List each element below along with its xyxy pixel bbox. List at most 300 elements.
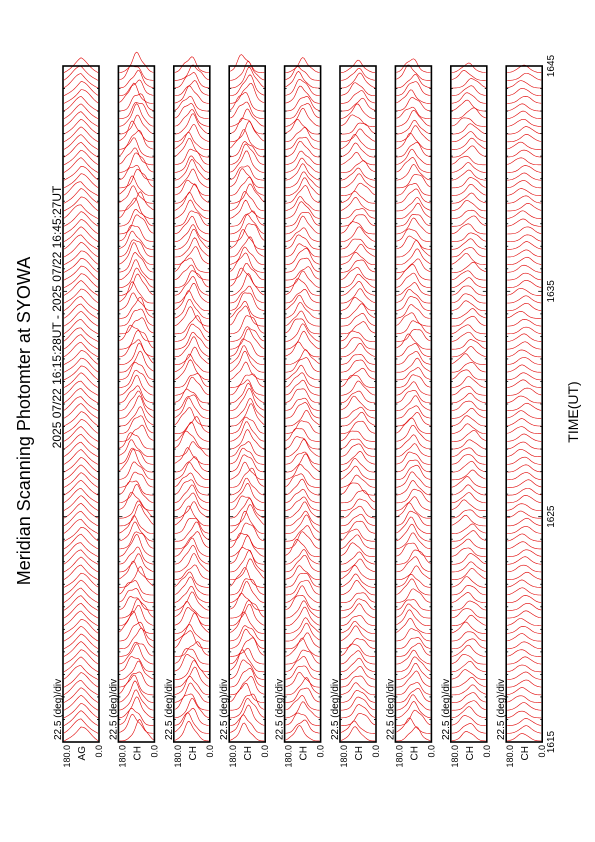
sweep-trace	[119, 407, 153, 426]
sweep-trace	[175, 398, 209, 419]
sweep-trace	[396, 452, 430, 464]
sweep-trace	[230, 129, 264, 149]
sweep-trace	[286, 702, 320, 718]
sweep-trace	[507, 611, 541, 618]
sweep-trace	[230, 75, 264, 96]
sweep-trace	[507, 280, 541, 287]
sweep-trace	[452, 233, 486, 242]
sweep-trace	[286, 295, 320, 311]
sweep-trace	[175, 708, 209, 725]
sweep-trace	[341, 658, 375, 672]
sweep-trace	[507, 111, 541, 119]
sweep-trace	[119, 425, 153, 441]
sweep-trace	[507, 511, 541, 518]
sweep-trace	[286, 67, 320, 81]
sweep-trace	[175, 554, 209, 572]
scale-label: 22.5 (deg)/div	[163, 678, 175, 740]
sweep-trace	[396, 574, 430, 587]
sweep-trace	[119, 611, 153, 633]
sweep-trace	[64, 711, 98, 726]
sweep-trace	[119, 547, 153, 564]
y-tick-min-label: 0.0	[94, 745, 104, 758]
sweep-trace	[341, 98, 375, 111]
sweep-trace	[452, 118, 486, 127]
sweep-trace	[452, 401, 486, 410]
sweep-trace	[119, 622, 153, 641]
sweep-trace	[452, 553, 486, 564]
sweep-trace	[119, 148, 153, 165]
sweep-trace	[507, 565, 541, 572]
sweep-trace	[64, 158, 98, 173]
sweep-trace	[175, 522, 209, 541]
sweep-trace	[341, 483, 375, 495]
sweep-trace	[507, 642, 541, 649]
sweep-trace	[119, 481, 153, 495]
sweep-trace	[341, 466, 375, 480]
sweep-trace	[507, 189, 541, 196]
sweep-trace	[119, 176, 153, 196]
y-tick-max-label: 180.0	[449, 745, 460, 768]
sweep-trace	[396, 406, 430, 419]
sweep-trace	[64, 580, 98, 595]
sweep-trace	[341, 644, 375, 657]
sweep-trace	[119, 588, 153, 602]
sweep-trace	[452, 654, 486, 664]
sweep-trace	[341, 727, 375, 741]
sweep-trace	[286, 342, 320, 357]
sweep-trace	[119, 240, 153, 257]
sweep-trace	[119, 672, 153, 687]
sweep-trace	[119, 642, 153, 656]
sweep-trace	[230, 547, 264, 564]
sweep-trace	[286, 96, 320, 111]
sweep-trace	[396, 600, 430, 611]
sweep-trace	[452, 200, 486, 210]
sweep-trace	[286, 720, 320, 733]
sweep-trace	[507, 211, 541, 219]
sweep-trace	[452, 286, 486, 295]
sweep-trace	[230, 329, 264, 349]
sweep-trace	[452, 210, 486, 218]
sweep-trace	[452, 224, 486, 234]
sweep-trace	[452, 184, 486, 195]
sweep-trace	[286, 511, 320, 526]
sweep-trace	[175, 73, 209, 88]
sweep-trace	[341, 639, 375, 649]
sweep-trace	[507, 550, 541, 557]
sweep-traces	[396, 59, 430, 741]
sweep-trace	[119, 70, 153, 87]
sweep-trace	[396, 618, 430, 633]
sweep-trace	[396, 334, 430, 349]
sweep-trace	[286, 595, 320, 610]
sweep-trace	[230, 169, 264, 188]
sweep-trace	[507, 181, 541, 188]
sweep-trace	[396, 313, 430, 327]
sweep-trace	[230, 268, 264, 288]
sweep-trace	[230, 380, 264, 395]
sweep-trace	[119, 681, 153, 703]
sweep-trace	[230, 626, 264, 641]
photometer-panel	[219, 55, 270, 768]
sweep-trace	[119, 596, 153, 610]
sweep-trace	[341, 407, 375, 418]
sweep-trace	[286, 141, 320, 157]
sweep-trace	[507, 96, 541, 103]
sweep-trace	[286, 108, 320, 126]
panel-frame	[118, 66, 154, 742]
sweep-trace	[452, 661, 486, 672]
sweep-trace	[507, 227, 541, 234]
sweep-trace	[119, 416, 153, 434]
sweep-trace	[507, 311, 541, 318]
sweep-trace	[175, 265, 209, 280]
sweep-trace	[341, 134, 375, 149]
sweep-trace	[507, 680, 541, 687]
sweep-trace	[286, 185, 320, 203]
sweep-trace	[507, 495, 541, 503]
sweep-trace	[396, 158, 430, 173]
channel-label: CH	[243, 746, 255, 761]
sweep-trace	[396, 259, 430, 273]
sweep-trace	[286, 439, 320, 456]
sweep-trace	[286, 389, 320, 403]
sweep-trace	[507, 434, 541, 441]
sweep-trace	[286, 151, 320, 165]
sweep-trace	[175, 104, 209, 119]
sweep-trace	[64, 557, 98, 572]
sweep-trace	[452, 707, 486, 718]
sweep-trace	[507, 557, 541, 565]
sweep-trace	[507, 619, 541, 626]
sweep-trace	[341, 197, 375, 211]
sweep-trace	[396, 695, 430, 710]
sweep-trace	[341, 521, 375, 533]
time-range: 2025 07/22 16:15:28UT - 2025 07/22 16:45:27UT	[50, 185, 64, 449]
sweep-trace	[341, 683, 375, 695]
sweep-trace	[175, 316, 209, 334]
sweep-trace	[230, 362, 264, 380]
sweep-trace	[507, 595, 541, 602]
sweep-trace	[396, 702, 430, 718]
sweep-trace	[341, 543, 375, 557]
sweep-trace	[507, 196, 541, 203]
sweep-trace	[64, 258, 98, 272]
sweep-trace	[507, 373, 541, 380]
scale-label: 22.5 (deg)/div	[219, 678, 231, 740]
sweep-trace	[175, 247, 209, 265]
sweep-trace	[341, 91, 375, 104]
sweep-trace	[452, 448, 486, 457]
channel-label: CH	[354, 746, 365, 761]
x-axis-label: TIME(UT)	[565, 381, 581, 443]
sweep-trace	[230, 511, 264, 533]
sweep-trace	[396, 637, 430, 648]
sweep-trace	[507, 672, 541, 680]
x-tick-label: 1635	[546, 280, 558, 303]
sweep-trace	[175, 518, 209, 533]
sweep-trace	[507, 403, 541, 410]
sweep-trace	[396, 396, 430, 411]
sweep-trace	[396, 174, 430, 188]
photometer-panel	[385, 59, 436, 768]
sweep-trace	[286, 216, 320, 234]
sweep-trace	[64, 611, 98, 626]
sweep-trace	[452, 510, 486, 518]
y-tick-min-label: 0.0	[149, 745, 160, 758]
sweep-trace	[230, 601, 264, 619]
sweep-trace	[175, 694, 209, 710]
sweep-trace	[341, 431, 375, 441]
sweep-trace	[452, 548, 486, 557]
sweep-trace	[119, 440, 153, 457]
sweep-traces	[286, 58, 320, 741]
sweep-trace	[507, 134, 541, 141]
sweep-trace	[341, 552, 375, 564]
sweep-trace	[175, 307, 209, 327]
panel-frame	[63, 66, 99, 742]
sweep-trace	[119, 661, 153, 679]
sweep-trace	[507, 327, 541, 334]
sweep-trace	[119, 52, 153, 72]
sweep-trace	[396, 643, 430, 656]
sweep-trace	[341, 491, 375, 503]
sweep-trace	[452, 301, 486, 311]
sweep-trace	[286, 324, 320, 342]
sweep-trace	[119, 462, 153, 480]
sweep-trace	[175, 225, 209, 242]
sweep-trace	[507, 688, 541, 695]
sweep-trace	[286, 164, 320, 180]
sweep-trace	[175, 417, 209, 434]
sweep-trace	[175, 545, 209, 564]
sweep-trace	[230, 273, 264, 295]
sweep-trace	[507, 473, 541, 480]
y-tick-min-label: 0.0	[426, 745, 437, 758]
sweep-trace	[507, 396, 541, 403]
sweep-trace	[341, 281, 375, 295]
sweep-trace	[286, 228, 320, 242]
sweep-trace	[507, 534, 541, 541]
sweep-trace	[175, 238, 209, 257]
sweep-trace	[341, 338, 375, 349]
sweep-trace	[230, 705, 264, 726]
sweep-trace	[507, 158, 541, 165]
sweep-trace	[119, 522, 153, 541]
sweep-trace	[341, 565, 375, 579]
sweep-trace	[286, 672, 320, 687]
y-tick-max-label: 180.0	[172, 745, 183, 768]
sweep-trace	[507, 626, 541, 633]
sweep-trace	[341, 713, 375, 725]
x-tick-label: 1645	[546, 54, 558, 78]
sweep-trace	[230, 496, 264, 511]
y-tick-max-label: 180.0	[283, 745, 294, 768]
sweep-trace	[396, 164, 430, 180]
sweep-trace	[341, 666, 375, 679]
sweep-trace	[64, 450, 98, 465]
sweep-trace	[507, 603, 541, 610]
scale-label: 22.5 (deg)/div	[496, 678, 508, 740]
sweep-trace	[64, 657, 98, 672]
sweep-trace	[396, 321, 430, 334]
sweep-trace	[452, 386, 486, 395]
photometer-panel	[330, 60, 381, 767]
sweep-trace	[507, 657, 541, 664]
y-tick-max-label: 180.0	[228, 745, 239, 768]
sweep-trace	[119, 580, 153, 595]
sweep-trace	[507, 480, 541, 488]
sweep-trace	[507, 235, 541, 242]
sweep-trace	[341, 580, 375, 595]
sweep-trace	[119, 375, 153, 395]
sweep-trace	[286, 350, 320, 365]
sweep-trace	[119, 83, 153, 103]
sweep-trace	[507, 203, 541, 211]
sweep-trace	[452, 193, 486, 203]
sweep-trace	[396, 550, 430, 564]
sweep-trace	[175, 698, 209, 718]
sweep-trace	[507, 711, 541, 718]
sweep-trace	[507, 350, 541, 357]
sweep-trace	[64, 319, 98, 334]
sweep-trace	[286, 178, 320, 196]
sweep-trace	[507, 365, 541, 372]
sweep-trace	[341, 104, 375, 119]
sweep-trace	[286, 489, 320, 503]
channel-label: CH	[409, 746, 421, 761]
sweep-trace	[396, 503, 430, 519]
sweep-trace	[230, 723, 264, 741]
sweep-trace	[119, 198, 153, 219]
sweep-trace	[341, 322, 375, 334]
channel-label: CH	[187, 746, 199, 761]
sweep-trace	[64, 511, 98, 526]
sweep-trace	[286, 196, 320, 210]
y-tick-min-label: 0.0	[537, 745, 548, 758]
sweep-trace	[119, 719, 153, 741]
sweep-trace	[341, 143, 375, 157]
sweep-trace	[286, 212, 320, 226]
scale-label: 22.5 (deg)/div	[53, 678, 64, 740]
sweep-trace	[64, 434, 98, 449]
channel-label: CH	[520, 746, 532, 761]
sweep-trace	[507, 580, 541, 587]
sweep-trace	[507, 119, 541, 126]
sweep-trace	[507, 73, 541, 80]
sweep-trace	[119, 644, 153, 664]
sweep-trace	[396, 727, 430, 741]
sweep-trace	[119, 599, 153, 618]
photometer-panel	[441, 63, 492, 768]
sweep-trace	[230, 604, 264, 625]
sweep-trace	[507, 173, 541, 180]
sweep-trace	[396, 149, 430, 165]
sweep-trace	[230, 383, 264, 403]
sweep-trace	[341, 593, 375, 603]
y-tick-min-label: 0.0	[315, 745, 326, 758]
sweep-trace	[286, 421, 320, 434]
sweep-trace	[64, 66, 98, 80]
x-tick-label: 1615	[546, 730, 558, 754]
sweep-trace	[341, 697, 375, 710]
sweep-trace	[286, 618, 320, 634]
sweep-trace	[341, 304, 375, 319]
sweep-trace	[341, 514, 375, 526]
sweep-trace	[507, 288, 541, 295]
sweep-trace	[507, 380, 541, 388]
scale-label: 22.5 (deg)/div	[330, 678, 341, 740]
sweep-trace	[452, 685, 486, 695]
sweep-trace	[507, 442, 541, 449]
sweep-trace	[230, 118, 264, 134]
sweep-trace	[507, 88, 541, 95]
sweep-trace	[175, 377, 209, 395]
sweep-trace	[452, 146, 486, 157]
sweep-trace	[286, 271, 320, 288]
sweep-traces	[175, 57, 209, 741]
sweep-trace	[175, 299, 209, 318]
sweep-trace	[396, 236, 430, 249]
sweep-trace	[286, 555, 320, 572]
sweep-trace	[452, 377, 486, 388]
sweep-trace	[507, 411, 541, 419]
sweep-trace	[175, 138, 209, 157]
sweep-trace	[452, 86, 486, 96]
sweep-trace	[452, 531, 486, 542]
scale-label: 22.5 (deg)/div	[440, 678, 452, 740]
sweep-trace	[286, 410, 320, 426]
sweep-traces	[507, 65, 541, 741]
sweep-trace	[507, 504, 541, 511]
sweep-trace	[286, 235, 320, 249]
sweep-trace	[396, 579, 430, 595]
sweep-trace	[175, 125, 209, 142]
sweep-trace	[286, 580, 320, 595]
sweep-trace	[396, 296, 430, 310]
sweep-trace	[286, 464, 320, 479]
sweep-trace	[119, 297, 153, 318]
sweep-trace	[341, 331, 375, 342]
sweep-trace	[507, 342, 541, 349]
sweep-trace	[230, 61, 264, 80]
sweep-trace	[396, 289, 430, 303]
sweep-trace	[452, 731, 486, 740]
sweep-trace	[507, 572, 541, 580]
sweep-trace	[286, 515, 320, 534]
sweep-traces	[230, 55, 264, 741]
sweep-trace	[341, 690, 375, 702]
sweep-trace	[119, 484, 153, 503]
sweep-trace	[452, 539, 486, 549]
sweep-trace	[341, 209, 375, 219]
sweep-trace	[119, 192, 153, 211]
sweep-trace	[286, 428, 320, 441]
sweep-trace	[341, 191, 375, 203]
sweep-trace	[64, 342, 98, 357]
sweep-trace	[396, 214, 430, 226]
sweep-trace	[396, 74, 430, 87]
sweep-trace	[175, 422, 209, 441]
sweep-trace	[396, 390, 430, 403]
sweep-trace	[396, 305, 430, 319]
sweep-trace	[396, 489, 430, 503]
sweep-trace	[230, 211, 264, 226]
channel-label: CH	[464, 746, 476, 761]
sweep-trace	[452, 723, 486, 733]
sweep-trace	[286, 502, 320, 518]
sweep-trace	[119, 186, 153, 204]
